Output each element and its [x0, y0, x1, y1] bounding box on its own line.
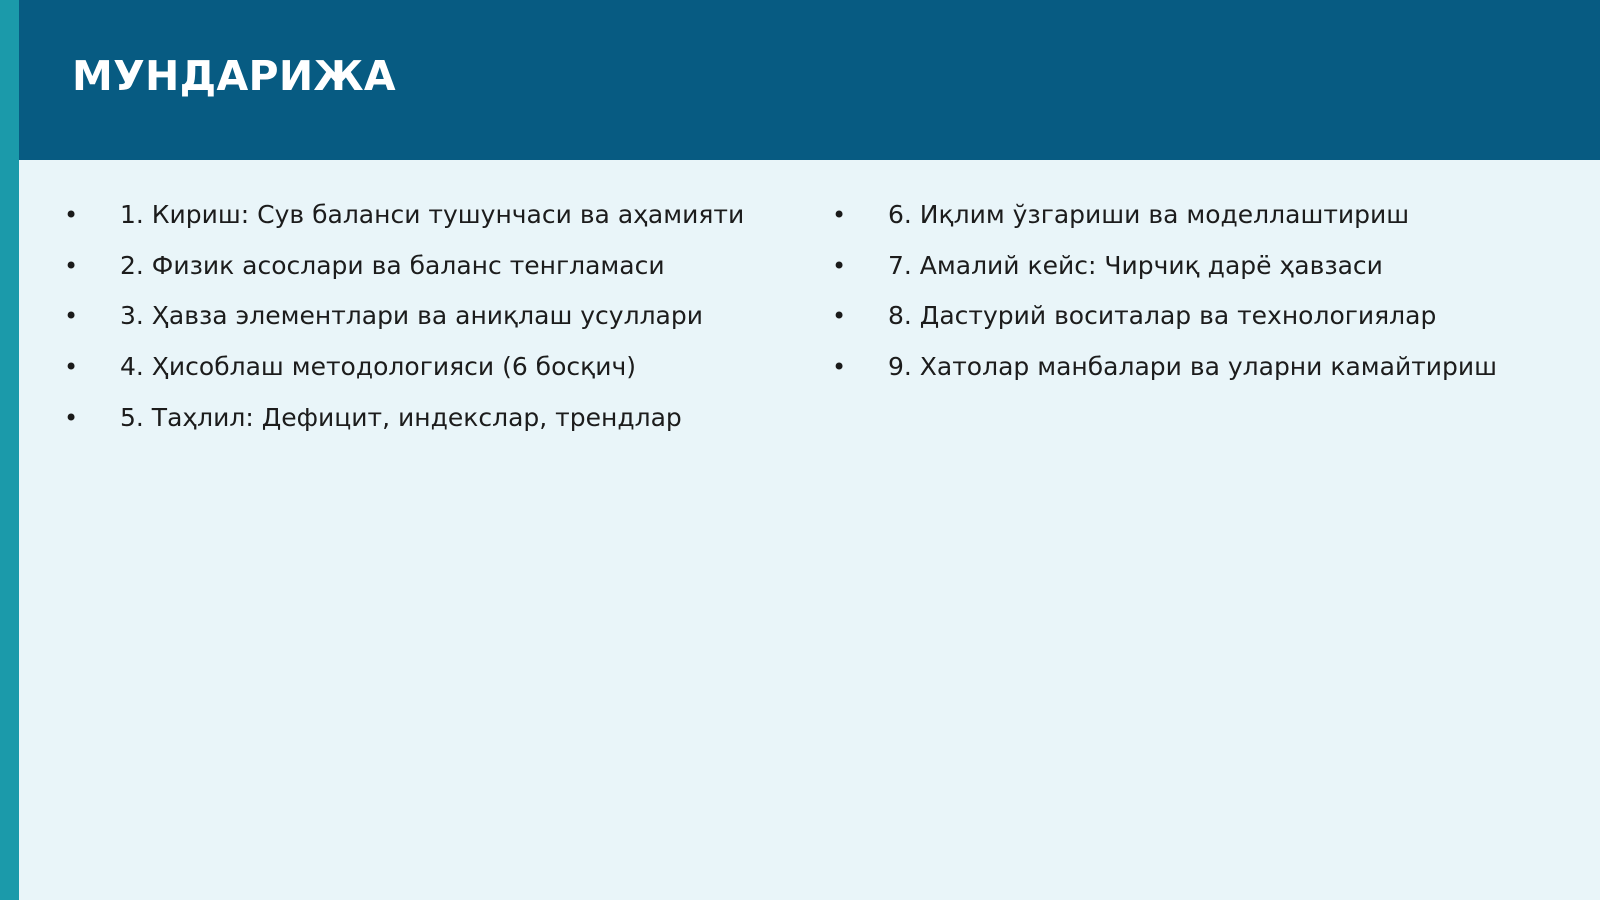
toc-item-label: 6. Иқлим ўзгариши ва моделлаштириш: [888, 200, 1410, 230]
toc-item-label: 1. Кириш: Сув баланси тушунчаси ва аҳамияти: [120, 200, 745, 230]
toc-left-column: [62, 190, 782, 443]
toc-item: [62, 291, 782, 342]
toc-item: [62, 190, 782, 241]
toc-item-label: 2. Физик асослари ва баланс тенгламаси: [120, 250, 665, 280]
toc-item-label: 8. Дастурий воситалар ва технологиялар: [888, 301, 1437, 331]
toc-item: [62, 342, 782, 393]
toc-item-label: 3. Ҳавза элементлари ва аниқлаш усуллари: [120, 301, 703, 331]
bullet-icon: •: [64, 353, 79, 382]
toc-item: [62, 241, 782, 292]
bullet-icon: •: [832, 251, 847, 280]
bullet-icon: •: [64, 403, 79, 432]
slide-title: МУНДАРИЖА: [72, 52, 396, 100]
toc-item-label: 5. Таҳлил: Дефицит, индекслар, трендлар: [120, 402, 682, 432]
toc-item: [830, 241, 1590, 292]
bullet-icon: •: [64, 251, 79, 280]
bullet-icon: •: [832, 353, 847, 382]
toc-right-column: [830, 190, 1590, 392]
bullet-icon: •: [64, 201, 79, 230]
toc-item-label: 4. Ҳисоблаш методологияси (6 босқич): [120, 352, 637, 382]
left-accent-bar: [0, 0, 19, 900]
toc-item: [830, 291, 1590, 342]
toc-item: [62, 392, 782, 443]
toc-item-label: 7. Амалий кейс: Чирчиқ дарё ҳавзаси: [888, 250, 1383, 280]
bullet-icon: •: [64, 302, 79, 331]
toc-item-label: 9. Хатолар манбалари ва уларни камайтириш: [888, 352, 1497, 382]
bullet-icon: •: [832, 302, 847, 331]
bullet-icon: •: [832, 201, 847, 230]
toc-item: [830, 190, 1590, 241]
toc-item: [830, 342, 1590, 393]
